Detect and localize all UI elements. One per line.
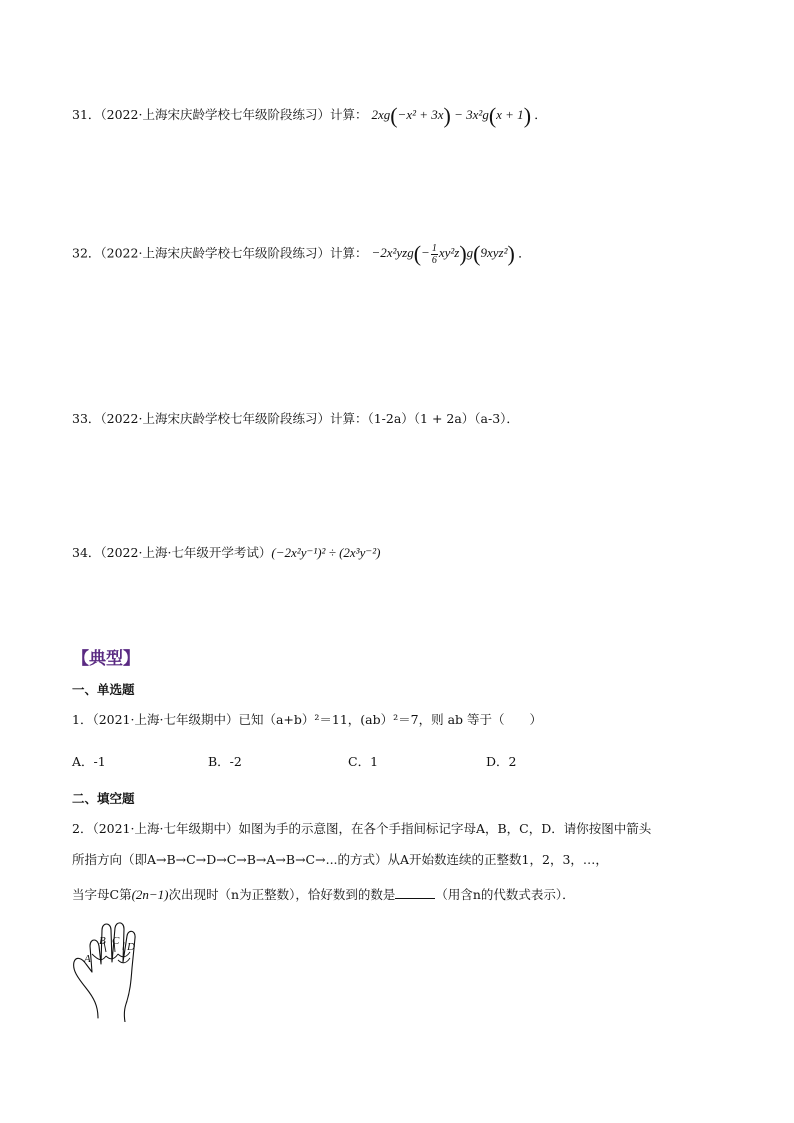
- hand-diagram: [68, 918, 164, 1022]
- heading-fill-blank: 二、填空题: [72, 791, 135, 806]
- question-31-expression: 2xg(−x² + 3x) − 3x²g(x + 1): [371, 103, 532, 129]
- hand-label-c: C: [112, 935, 120, 947]
- question-31: [72, 103, 547, 129]
- option-a: A．-1: [72, 754, 106, 769]
- question-2-line-1: 2．（2021·上海·七年级期中）如图为手的示意图，在各个手指间标记字母A，B，C，D．请你按图中箭头: [72, 821, 652, 836]
- option-c: C．1: [348, 754, 379, 769]
- question-1: 1．（2021·上海·七年级期中）已知（a+b）²＝11，(ab）²＝7，则 ab 等于（ ）: [72, 712, 543, 727]
- question-32-expression: −2x²yzg(− $\frac{1}{6}$ xy²z)g(9xyz²): [371, 241, 515, 267]
- question-33: 33．（2022·上海宋庆龄学校七年级阶段练习）计算：（1-2a）（1 + 2a）（a-3）．: [72, 411, 519, 426]
- option-d: D．2: [486, 754, 517, 769]
- question-34-text: 34．（2022·上海·七年级开学考试）: [72, 545, 272, 560]
- answer-blank[interactable]: [395, 886, 435, 899]
- hand-label-b: B: [99, 935, 106, 947]
- question-2-line-2: 所指方向（即A→B→C→D→C→B→A→B→C→...的方式）从A开始数连续的正整数1，2，3，…，: [72, 852, 608, 867]
- heading-single-choice: 一、单选题: [72, 682, 135, 697]
- question-32-end: ．: [518, 245, 531, 261]
- question-32-text: 32．（2022·上海宋庆龄学校七年级阶段练习）计算：: [72, 245, 368, 261]
- question-34-expression: (−2x²y⁻¹)² ÷ (2x³y⁻²): [271, 545, 381, 560]
- hand-label-d: D: [127, 941, 135, 953]
- option-b: B．-2: [208, 754, 242, 769]
- question-32: [72, 243, 531, 266]
- question-2-line-3: 当字母C第(2n−1)次出现时（n为正整数），恰好数到的数是 （用含n的代数式表示）．: [72, 887, 575, 902]
- question-31-text: 31．（2022·上海宋庆龄学校七年级阶段练习）计算：: [72, 107, 368, 122]
- section-title: 【典型】: [72, 649, 140, 669]
- question-34: [72, 544, 380, 562]
- hand-label-a: A: [84, 953, 91, 965]
- question-31-end: ．: [534, 107, 547, 122]
- fraction: $\frac{1}{6}$: [431, 243, 437, 266]
